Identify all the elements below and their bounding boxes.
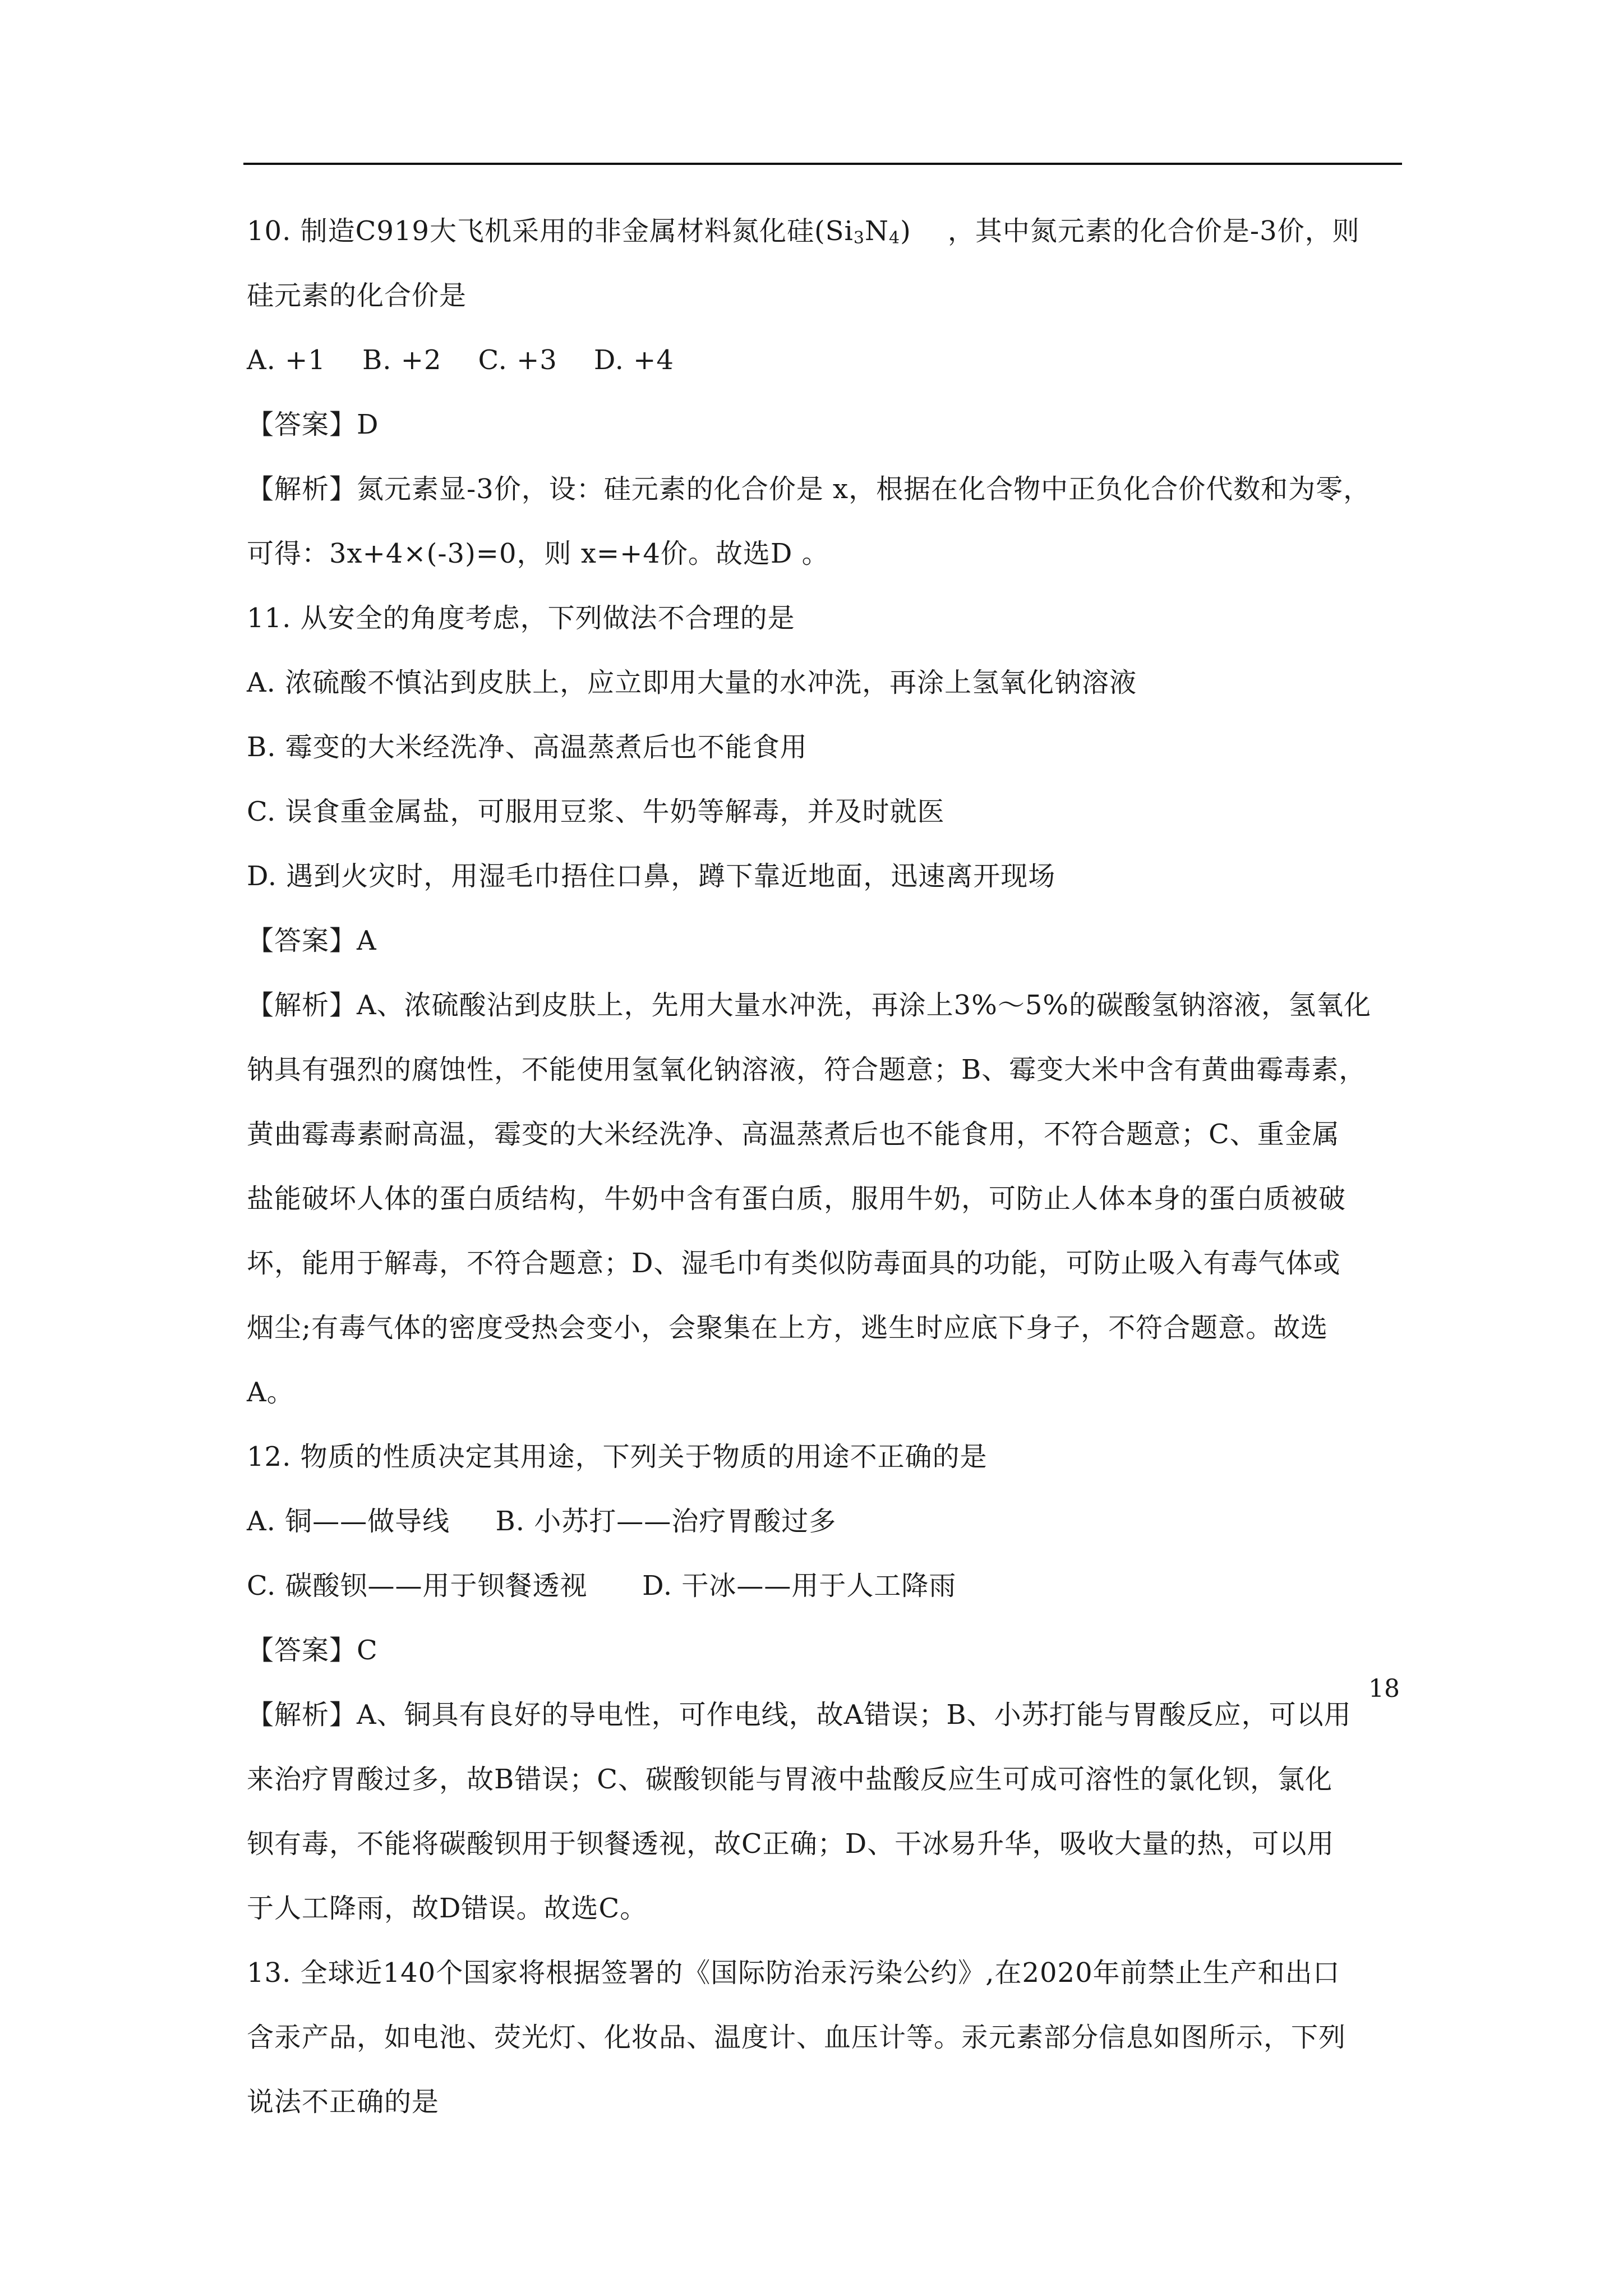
question-10: [247, 199, 1408, 586]
options-line: C. 碳酸钡——用于钡餐透视 D. 干冰——用于人工降雨: [247, 1570, 957, 1602]
analysis-line: 黄曲霉毒素耐高温，霉变的大米经洗净、高温蒸煮后也不能食用，不符合题意；C、重金属: [247, 1119, 1340, 1150]
question-stem: 12. 物质的性质决定其用途，下列关于物质的用途不正确的是: [247, 1441, 988, 1473]
analysis-line: 盐能破坏人体的蛋白质结构，牛奶中含有蛋白质，服用牛奶，可防止人体本身的蛋白质被破: [247, 1183, 1347, 1214]
answer: 【答案】D: [247, 409, 379, 440]
options-line: A. 铜——做导线 B. 小苏打——治疗胃酸过多: [247, 1506, 837, 1537]
option-d: D. 遇到火灾时，用湿毛巾捂住口鼻，蹲下靠近地面，迅速离开现场: [247, 861, 1056, 892]
analysis-line: 【解析】氮元素显-3价，设：硅元素的化合价是 x，根据在化合物中正负化合价代数和为零，: [247, 473, 1371, 505]
analysis-line: 钠具有强烈的腐蚀性，不能使用氢氧化钠溶液，符合题意；B、霉变大米中含有黄曲霉毒素，: [247, 1054, 1367, 1085]
question-11: [247, 586, 1408, 1425]
question-13: [247, 1941, 1408, 2134]
question-stem: 11. 从安全的角度考虑，下列做法不合理的是: [247, 602, 795, 634]
question-stem: 13. 全球近140个国家将根据签署的《国际防治汞污染公约》,在2020年前禁止生产和出口: [247, 1957, 1340, 1989]
analysis-line: 烟尘;有毒气体的密度受热会变小，会聚集在上方，逃生时应底下身子，不符合题意。故选: [247, 1312, 1329, 1343]
analysis-line: 【解析】A、铜具有良好的导电性，可作电线，故A错误；B、小苏打能与胃酸反应，可以用: [247, 1699, 1352, 1731]
answer: 【答案】A: [247, 925, 377, 956]
analysis-line: A。: [247, 1377, 294, 1408]
analysis-line: 于人工降雨，故D错误。故选C。: [247, 1893, 648, 1924]
question-stem: 10. 制造C919大飞机采用的非金属材料氮化硅$(Si_3N_4)$ ，其中氮元素的化合价是-3价，则: [247, 215, 1360, 248]
analysis-line: 可得：3x+4×(-3)=0，则 x=+4价。故选D 。: [247, 538, 829, 569]
question-stem: 含汞产品，如电池、荧光灯、化妆品、温度计、血压计等。汞元素部分信息如图所示，下列: [247, 2022, 1347, 2053]
exam-content: [247, 199, 1408, 2134]
question-stem-continued: 硅元素的化合价是: [247, 280, 467, 311]
option-b: B. 霉变的大米经洗净、高温蒸煮后也不能食用: [247, 731, 808, 763]
analysis-line: 来治疗胃酸过多，故B错误；C、碳酸钡能与胃液中盐酸反应生可成可溶性的氯化钡，氯化: [247, 1764, 1333, 1795]
option-c: C. 误食重金属盐，可服用豆浆、牛奶等解毒，并及时就医: [247, 796, 945, 827]
analysis-line: 【解析】A、浓硫酸沾到皮肤上，先用大量水冲洗，再涂上3%～5%的碳酸氢钠溶液，氢氧化: [247, 990, 1371, 1021]
question-stem: 说法不正确的是: [247, 2086, 440, 2118]
header-rule: [243, 163, 1402, 165]
answer: 【答案】C: [247, 1635, 378, 1666]
analysis-line: 钡有毒，不能将碳酸钡用于钡餐透视，故C正确；D、干冰易升华，吸收大量的热，可以用: [247, 1828, 1335, 1860]
page-number: 18: [1368, 1674, 1400, 1703]
option-a: A. 浓硫酸不慎沾到皮肤上，应立即用大量的水冲洗，再涂上氢氧化钠溶液: [247, 667, 1137, 698]
analysis-line: 坏，能用于解毒，不符合题意；D、湿毛巾有类似防毒面具的功能，可防止吸入有毒气体或: [247, 1248, 1341, 1279]
question-options: A. +1 B. +2 C. +3 D. +4: [247, 344, 674, 376]
question-12: [247, 1425, 1408, 1941]
